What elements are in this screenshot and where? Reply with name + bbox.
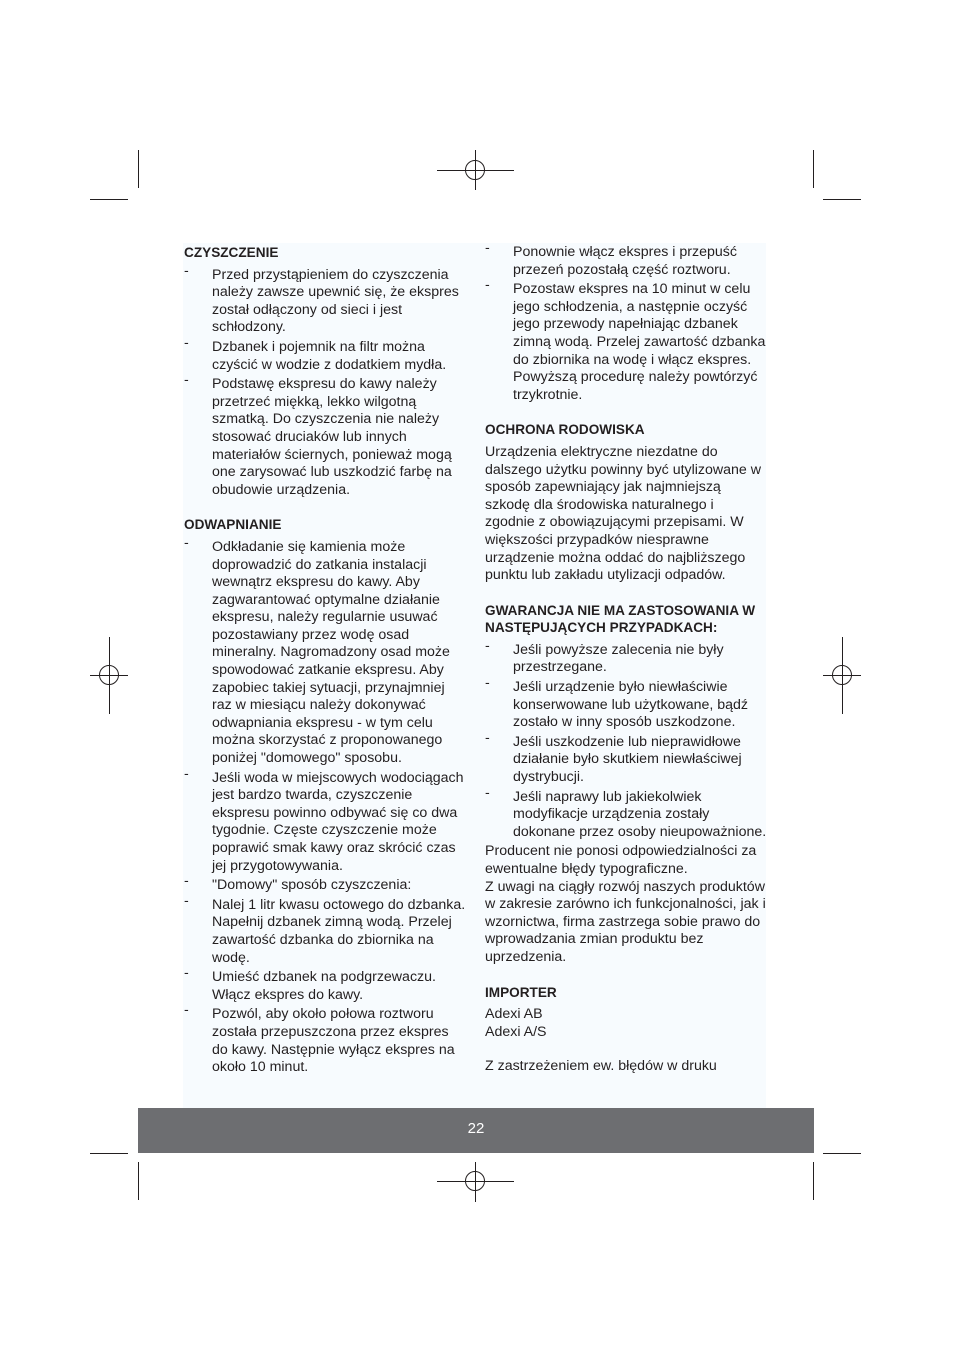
descaling-list-continued [485, 240, 767, 404]
list-item: - Przed przystąpieniem do czyszczenia należy zawsze upewnić się, że ekspres został odłączony od sieci i jest schłodzony. [184, 262, 459, 336]
list-item: - Nalej 1 litr kwasu octowego do dzbanka. Napełnij dzbanek zimną wodą. Przelej zawartość dzbanka do zbiornika na wodę. [184, 892, 466, 966]
cleaning-section [184, 244, 466, 499]
list-item: - Pozostaw ekspres na 10 minut w celu jego schłodzenia, a następnie oczyść jego przewody napełniając dzbanek zimną wodą. Przelej zawartość dzbanka do zbiornika na wodę i włącz ekspres. Powyższą procedurę należy powtórzyć trzykrotnie. [485, 277, 766, 403]
list-item: - Pozwól, aby około połowa roztworu została przepuszczona przez ekspres do kawy. Następnie wyłącz ekspres na około 10 minut. [184, 1002, 455, 1076]
cleaning-list [184, 262, 466, 500]
warranty-section [485, 602, 767, 967]
section-heading: CZYSZCZENIE [184, 245, 279, 260]
list-item: - Odkładanie się kamienia może doprowadzić do zatkania instalacji wewnątrz ekspresu do kawy. Aby zagwarantować optymalne działanie ekspresu, należy regularnie usuwać pozostawiany przez wodę osad mineralny. Nagromadzony osad może spowodować zatkanie ekspresu. Aby zapobiec takiej sytuacji, przynajmniej raz w miesiącu należy dokonywać odwapniania ekspresu - w tym celu można skorzystać z proponowanego poniżej "domowego" sposobu. [184, 534, 450, 767]
print-errors-note: Z zastrzeżeniem ew. błędów w druku [485, 1058, 717, 1075]
footer-bar [138, 1108, 814, 1153]
section-heading: ODWAPNIANIE [184, 517, 282, 533]
typo-disclaimer: Producent nie ponosi odpowiedzialności za ewentualne błędy typograficzne. [485, 843, 757, 877]
importer-line: Adexi AB [485, 1006, 543, 1023]
crop-mark [813, 1162, 814, 1200]
list-item: - "Domowy" sposób czyszczenia: [184, 873, 412, 894]
list-item: - Jeśli uszkodzenie lub nieprawidłowe działanie było skutkiem niewłaściwej dystrybucji. [485, 729, 742, 786]
crop-mark [823, 1153, 861, 1154]
list-item: - Podstawę ekspresu do kawy należy przetrzeć miękką, lekko wilgotną szmatką. Do czyszczenia nie należy stosować druciaków lub innych materiałów ściernych, ponieważ mogą one zarysować lub uszkodzić farbę na obudowie urządzenia. [184, 372, 452, 498]
environment-text: Urządzenia elektryczne niezdatne do dalszego użytku powinny być utylizowane w sposób zapewniający jak najmniejszą szkodę dla środowiska naturalnego i zgodnie z obowiązującymi przepisami. W większości przypadków niesprawne urządzenie można oddać do najbliższego punktu lub zakładu utylizacji odpadów. [485, 443, 762, 584]
crop-mark [813, 150, 814, 188]
importer-line: Adexi A/S [485, 1023, 547, 1040]
left-column [184, 244, 466, 1094]
section-heading: OCHRONA RODOWISKA [485, 422, 645, 438]
descaling-continued [485, 240, 767, 404]
page-number: 22 [467, 1120, 485, 1137]
crop-mark [90, 199, 128, 200]
section-heading: IMPORTER [485, 984, 557, 1000]
list-item: - Dzbanek i pojemnik na filtr można czyścić w wodzie z dodatkiem mydła. [184, 334, 447, 373]
list-item: - Umieść dzbanek na podgrzewaczu. Włącz ekspres do kawy. [184, 965, 436, 1003]
list-item: - Jeśli powyższe zalecenia nie były przestrzegane. [485, 637, 724, 676]
crop-mark [138, 1162, 139, 1200]
crop-mark [823, 199, 861, 200]
importer-section [485, 984, 767, 1076]
section-heading: GWARANCJA NIE MA ZASTOSOWANIA W NASTĘPUJĄCYCH PRZYPADKACH: [485, 602, 756, 636]
crop-mark [138, 150, 139, 188]
list-item: - Jeśli naprawy lub jakiekolwiek modyfikacje urządzenia zostały dokonane przez osoby nieupoważnione. [485, 784, 767, 840]
list-item: - Jeśli woda w miejscowych wodociągach jest bardzo twarda, czyszczenie ekspresu powinno odbywać się co dwa tygodnie. Częste czyszczenie może poprawić smak kawy oraz skrócić czas jej przygotowywania. [184, 765, 464, 874]
changes-disclaimer: Z uwagi na ciągły rozwój naszych produktów w zakresie zarówno ich funkcjonalności, jak i wzornictwa, firma zastrzega sobie prawo do wprowadzania zmian produktu bez uprzedzenia. [485, 878, 766, 965]
list-item: - Jeśli urządzenie było niewłaściwie konserwowane lub użytkowane, bądź zostało w inny sposób uszkodzone. [485, 675, 749, 731]
right-column [485, 240, 767, 1093]
crop-mark [90, 1153, 128, 1154]
environment-section [485, 421, 767, 584]
descaling-section [184, 516, 466, 1076]
descaling-list [184, 534, 466, 1077]
list-item: - Ponownie włącz ekspres i przepuść przezeń pozostałą część roztworu. [485, 240, 737, 278]
warranty-list [485, 637, 767, 842]
